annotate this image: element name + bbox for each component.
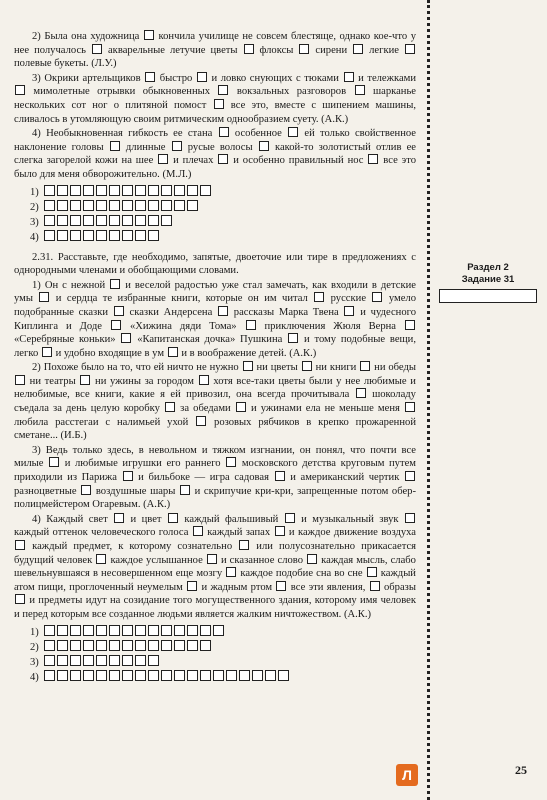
answer-cell[interactable] (96, 200, 107, 211)
answer-cell[interactable] (83, 640, 94, 651)
answer-cell[interactable] (135, 230, 146, 241)
answer-cell[interactable] (44, 640, 55, 651)
text-segment: каждый запах (207, 527, 271, 539)
text-segment: ни обеды (374, 362, 417, 374)
punctuation-checkbox[interactable] (344, 306, 354, 316)
answer-cell[interactable] (174, 670, 185, 681)
answer-cell[interactable] (174, 625, 185, 636)
punctuation-checkbox[interactable] (180, 485, 190, 495)
answer-row (30, 200, 416, 215)
punctuation-checkbox[interactable] (39, 292, 49, 302)
answer-cell[interactable] (96, 655, 107, 666)
answer-cell[interactable] (57, 200, 68, 211)
answer-cell[interactable] (174, 640, 185, 651)
publisher-logo: Л (396, 764, 418, 786)
exercise-2-title: 2.31. Расставьте, где необходимо, запятые, двоеточие или тире в предложениях с однородными членами и обобщающими словами. (14, 251, 416, 277)
punctuation-checkbox[interactable] (307, 554, 317, 564)
answer-row-label: 3) (30, 216, 39, 228)
answer-cell[interactable] (187, 670, 198, 681)
answer-cell[interactable] (135, 640, 146, 651)
answer-cell[interactable] (57, 640, 68, 651)
punctuation-checkbox[interactable] (111, 320, 121, 330)
text-segment: и чудесного Киплинга и Доде (14, 306, 417, 332)
answer-cell[interactable] (135, 185, 146, 196)
answer-cell[interactable] (44, 230, 55, 241)
punctuation-checkbox[interactable] (259, 141, 269, 151)
text-segment: приключения Жюля Верна (264, 320, 397, 332)
answer-cell[interactable] (135, 655, 146, 666)
sentence-paragraph (14, 30, 416, 71)
answer-cell[interactable] (83, 215, 94, 226)
answer-cell[interactable] (96, 215, 107, 226)
answer-cell[interactable] (57, 185, 68, 196)
answer-cell[interactable] (174, 185, 185, 196)
answer-cell[interactable] (57, 230, 68, 241)
punctuation-checkbox[interactable] (80, 375, 90, 385)
answer-cell[interactable] (83, 670, 94, 681)
text-segment: шарканье нескольких сот ног о плитяной помост (14, 86, 417, 111)
text-segment: 2) Была она художница (32, 31, 140, 42)
answer-row (30, 655, 416, 670)
text-segment: любила расстегаи с налимьей ухой (14, 416, 189, 428)
answer-cell[interactable] (122, 230, 133, 241)
answer-cell[interactable] (122, 670, 133, 681)
answer-cell[interactable] (44, 670, 55, 681)
answer-row (30, 185, 416, 200)
punctuation-checkbox[interactable] (405, 44, 415, 54)
text-segment: 1) Он с нежной (32, 279, 106, 291)
text-segment: каждая мысль, слабо шевельнувшаяся в несовершенном еще мозгу (14, 554, 416, 580)
punctuation-checkbox[interactable] (405, 513, 415, 523)
punctuation-checkbox[interactable] (370, 581, 380, 591)
punctuation-checkbox[interactable] (15, 375, 25, 385)
punctuation-checkbox[interactable] (299, 44, 309, 54)
text-segment: образы (384, 581, 416, 593)
answer-cell[interactable] (109, 625, 120, 636)
exercise-1-text (14, 30, 416, 182)
text-segment: и плечах (173, 155, 214, 167)
text-segment: все это, вместе с шипением машины, сливалось в утомляющую своим ритмическим однообразием суету. (А.К.) (14, 99, 416, 125)
text-segment: особенное (234, 128, 282, 140)
text-segment: и сердца те избранные книги, которые он им читал (55, 293, 308, 305)
text-segment: какой-то золотистый отлив ее слегка загорелой кожи на шее (14, 141, 416, 167)
answer-cell[interactable] (148, 215, 159, 226)
punctuation-checkbox[interactable] (356, 388, 366, 398)
answer-cell[interactable] (57, 215, 68, 226)
text-segment: и ужинами ела не меньше меня (250, 403, 400, 415)
punctuation-checkbox[interactable] (288, 333, 298, 343)
punctuation-checkbox[interactable] (285, 513, 295, 523)
punctuation-checkbox[interactable] (144, 30, 154, 40)
answer-row (30, 215, 416, 230)
punctuation-checkbox[interactable] (275, 526, 285, 536)
text-segment: флоксы (259, 44, 294, 56)
punctuation-checkbox[interactable] (360, 361, 370, 371)
answer-cell[interactable] (161, 625, 172, 636)
punctuation-checkbox[interactable] (121, 333, 131, 343)
exercise-2-text (14, 279, 416, 622)
text-segment: русские (330, 293, 367, 305)
answer-cell[interactable] (96, 640, 107, 651)
text-segment: и любимые игрушки его раннего (64, 458, 221, 470)
answer-cell[interactable] (200, 185, 211, 196)
punctuation-checkbox[interactable] (353, 44, 363, 54)
answer-cell[interactable] (135, 670, 146, 681)
answer-cell[interactable] (148, 655, 159, 666)
punctuation-checkbox[interactable] (15, 594, 25, 604)
text-segment: 3) Окрики артельщиков (32, 72, 141, 84)
answer-row (30, 625, 416, 640)
answer-row (30, 640, 416, 655)
answer-cell[interactable] (109, 200, 120, 211)
answer-cell[interactable] (57, 670, 68, 681)
margin-dotted-line (427, 0, 430, 800)
punctuation-checkbox[interactable] (214, 99, 224, 109)
punctuation-checkbox[interactable] (158, 154, 168, 164)
punctuation-checkbox[interactable] (218, 154, 228, 164)
text-segment: 4) Каждый свет (32, 513, 108, 525)
text-segment: ни цветы (256, 362, 298, 374)
punctuation-checkbox[interactable] (314, 292, 324, 302)
text-segment: за обедами (180, 403, 231, 415)
text-segment: длинные (125, 141, 166, 153)
answer-cell[interactable] (122, 640, 133, 651)
exercise-2-answer-grid (30, 625, 416, 685)
text-segment: шоколаду съедала за день целую коробку (14, 389, 416, 415)
sidebar-task: Задание 31 (461, 274, 515, 285)
punctuation-checkbox[interactable] (15, 85, 25, 95)
punctuation-checkbox[interactable] (123, 471, 133, 481)
answer-cell[interactable] (57, 655, 68, 666)
punctuation-checkbox[interactable] (405, 471, 415, 481)
punctuation-checkbox[interactable] (355, 85, 365, 95)
text-segment: каждый предмет, к которому сознательно (32, 541, 233, 552)
text-segment: быстро (159, 72, 193, 84)
answer-cell[interactable] (200, 640, 211, 651)
text-segment: «Серебряные коньки» (14, 334, 116, 346)
answer-cell[interactable] (239, 670, 250, 681)
punctuation-checkbox[interactable] (165, 402, 175, 412)
answer-cell[interactable] (213, 625, 224, 636)
answer-cell[interactable] (109, 655, 120, 666)
answer-cell[interactable] (148, 185, 159, 196)
punctuation-checkbox[interactable] (218, 306, 228, 316)
text-segment: и жадным ртом (201, 581, 273, 593)
punctuation-checkbox[interactable] (145, 72, 155, 82)
punctuation-checkbox[interactable] (368, 154, 378, 164)
punctuation-checkbox[interactable] (236, 402, 246, 412)
punctuation-checkbox[interactable] (168, 347, 178, 357)
text-segment: каждый фальшивый (184, 513, 279, 525)
answer-cell[interactable] (187, 185, 198, 196)
answer-cell[interactable] (122, 215, 133, 226)
exercise-1-answer-grid (30, 185, 416, 245)
punctuation-checkbox[interactable] (196, 416, 206, 426)
answer-cell[interactable] (187, 200, 198, 211)
answer-cell[interactable] (278, 670, 289, 681)
answer-cell[interactable] (70, 640, 81, 651)
answer-cell[interactable] (174, 200, 185, 211)
page-number: 25 (515, 763, 527, 777)
text-segment: каждый атом пищи, проглоченный неумелым (14, 568, 416, 593)
answer-cell[interactable] (70, 625, 81, 636)
punctuation-checkbox[interactable] (114, 513, 124, 523)
text-segment: и цвет (130, 513, 162, 525)
text-segment: и в воображение детей. (А.К.) (181, 347, 317, 359)
punctuation-checkbox[interactable] (42, 347, 52, 357)
sentence-paragraph (14, 361, 416, 443)
sentence-paragraph (14, 444, 416, 512)
sidebar-section: Раздел 2 (467, 262, 509, 273)
answer-cell[interactable] (44, 215, 55, 226)
page-content (14, 30, 416, 689)
punctuation-checkbox[interactable] (275, 471, 285, 481)
punctuation-checkbox[interactable] (207, 554, 217, 564)
text-segment: каждый оттенок человеческого голоса (14, 527, 189, 539)
answer-cell[interactable] (200, 670, 211, 681)
text-segment: и тому подобные вещи, легко (14, 334, 416, 359)
answer-row (30, 670, 416, 685)
punctuation-checkbox[interactable] (81, 485, 91, 495)
answer-cell[interactable] (83, 200, 94, 211)
answer-cell[interactable] (96, 625, 107, 636)
text-segment: и сказанное слово (220, 554, 304, 566)
text-segment: и скрипучие кри-кри, запрещенные потом обер-полицмейстером Огаревым. (А.К.) (14, 485, 416, 511)
sentence-paragraph (14, 127, 416, 181)
answer-cell[interactable] (109, 185, 120, 196)
text-segment: рассказы Марка Твена (233, 306, 339, 318)
answer-cell[interactable] (213, 670, 224, 681)
text-segment: ни ужины за городом (95, 375, 195, 387)
answer-cell[interactable] (135, 625, 146, 636)
text-segment: и веселой радостью уже стал замечать, как входили в детские умы (14, 279, 416, 305)
punctuation-checkbox[interactable] (372, 292, 382, 302)
answer-cell[interactable] (122, 200, 133, 211)
text-segment: полевые букеты. (Л.У.) (14, 58, 117, 70)
text-segment: легкие (369, 44, 399, 56)
punctuation-checkbox[interactable] (405, 320, 415, 330)
punctuation-checkbox[interactable] (344, 72, 354, 82)
punctuation-checkbox[interactable] (110, 141, 120, 151)
text-segment: кончила училище не совсем блестяще, однако кое-что у нее получалось (14, 31, 417, 56)
punctuation-checkbox[interactable] (288, 127, 298, 137)
answer-row-label: 2) (30, 201, 39, 213)
text-segment: и предметы идут на созидание того могущественного здания, которому имя человек и перед которым все созданное людьми является жалким ничтожеством. (А.К.) (14, 595, 416, 620)
answer-cell[interactable] (83, 625, 94, 636)
punctuation-checkbox[interactable] (15, 540, 25, 550)
answer-cell[interactable] (109, 230, 120, 241)
text-segment: 3) Ведь только здесь, в невольном и тяжком изгнании, он понял, что почти все милые (14, 444, 416, 470)
punctuation-checkbox[interactable] (187, 581, 197, 591)
text-segment: и каждое движение воздуха (288, 527, 416, 539)
answer-cell[interactable] (44, 200, 55, 211)
answer-cell[interactable] (70, 200, 81, 211)
text-segment: московского детства круговым путем приходили из Парижа (14, 458, 417, 484)
text-segment: и музыкальный звук (301, 513, 399, 525)
answer-cell[interactable] (200, 625, 211, 636)
answer-cell[interactable] (161, 185, 172, 196)
answer-row-label: 4) (30, 231, 39, 243)
answer-cell[interactable] (148, 230, 159, 241)
punctuation-checkbox[interactable] (193, 526, 203, 536)
punctuation-checkbox[interactable] (92, 44, 102, 54)
answer-cell[interactable] (161, 200, 172, 211)
text-segment: сказки Андерсена (129, 306, 213, 318)
answer-cell[interactable] (226, 670, 237, 681)
answer-cell[interactable] (109, 640, 120, 651)
text-segment: сирени (315, 44, 348, 56)
answer-cell[interactable] (187, 625, 198, 636)
sentence-paragraph (14, 513, 416, 622)
text-segment: розовых рябчиков в крепко прожаренной сметане... (И.Б.) (14, 416, 416, 442)
sidebar-answer-box[interactable] (439, 289, 537, 303)
punctuation-checkbox[interactable] (276, 581, 286, 591)
punctuation-checkbox[interactable] (243, 361, 253, 371)
text-segment: или полусознательно прикасается будущий человек (14, 541, 417, 566)
text-segment: и американский чертик (290, 472, 400, 484)
answer-cell[interactable] (83, 655, 94, 666)
text-segment: умело подобранные сказки (14, 293, 416, 318)
answer-cell[interactable] (135, 200, 146, 211)
punctuation-checkbox[interactable] (244, 44, 254, 54)
answer-row-label: 2) (30, 641, 39, 653)
text-segment: и бильбоке — игра садовая (138, 472, 269, 484)
answer-cell[interactable] (70, 230, 81, 241)
text-segment: хотя все-таки цветы были у нее любимые и нелюбимые, все книги, какие я ей привозил, она всегда прочитывала (14, 375, 416, 401)
punctuation-checkbox[interactable] (226, 567, 236, 577)
answer-cell[interactable] (148, 200, 159, 211)
text-segment: 2) Похоже было на то, что ей ничто не нужно (32, 362, 239, 374)
answer-cell[interactable] (83, 230, 94, 241)
answer-cell[interactable] (252, 670, 263, 681)
text-segment: каждое подобие сна во сне (240, 568, 363, 580)
answer-cell[interactable] (148, 640, 159, 651)
text-segment: и тележками (358, 72, 417, 84)
answer-cell[interactable] (70, 185, 81, 196)
punctuation-checkbox[interactable] (199, 375, 209, 385)
answer-cell[interactable] (70, 670, 81, 681)
text-segment: разноцветные (14, 485, 77, 497)
punctuation-checkbox[interactable] (172, 141, 182, 151)
text-segment: мимолетные отрывки обыкновенных (33, 86, 211, 98)
punctuation-checkbox[interactable] (239, 540, 249, 550)
answer-cell[interactable] (96, 185, 107, 196)
sidebar-section-label (436, 262, 540, 303)
text-segment: акварельные летучие цветы (107, 44, 238, 56)
answer-cell[interactable] (187, 640, 198, 651)
punctuation-checkbox[interactable] (219, 127, 229, 137)
answer-cell[interactable] (57, 625, 68, 636)
punctuation-checkbox[interactable] (367, 567, 377, 577)
text-segment: и ловко снующих с тюками (211, 72, 339, 84)
text-segment: ни книги (315, 362, 357, 374)
answer-row-label: 1) (30, 626, 39, 638)
sentence-paragraph (14, 72, 416, 126)
answer-cell[interactable] (70, 215, 81, 226)
text-segment: «Капитанская дочка» Пушкина (137, 334, 283, 346)
punctuation-checkbox[interactable] (405, 402, 415, 412)
answer-row (30, 230, 416, 245)
answer-cell[interactable] (44, 655, 55, 666)
text-segment: вокзальных разговоров (236, 86, 347, 98)
answer-cell[interactable] (161, 215, 172, 226)
answer-row-label: 1) (30, 186, 39, 198)
text-segment: 4) Необыкновенная гибкость ее стана (32, 128, 213, 140)
text-segment: русые волосы (187, 141, 253, 153)
sentence-paragraph (14, 279, 416, 361)
answer-cell[interactable] (70, 655, 81, 666)
punctuation-checkbox[interactable] (302, 361, 312, 371)
text-segment: воздушные шары (95, 485, 176, 497)
answer-cell[interactable] (135, 215, 146, 226)
text-segment: все это было для меня обворожительно. (М.Л.) (14, 155, 416, 180)
answer-cell[interactable] (96, 670, 107, 681)
punctuation-checkbox[interactable] (114, 306, 124, 316)
text-segment: и особенно правильный нос (233, 155, 364, 167)
text-segment: «Хижина дяди Тома» (129, 320, 237, 332)
answer-row-label: 4) (30, 671, 39, 683)
punctuation-checkbox[interactable] (168, 513, 178, 523)
answer-cell[interactable] (44, 625, 55, 636)
answer-cell[interactable] (122, 625, 133, 636)
answer-cell[interactable] (44, 185, 55, 196)
text-segment: каждое услышанное (110, 554, 203, 566)
answer-cell[interactable] (265, 670, 276, 681)
punctuation-checkbox[interactable] (246, 320, 256, 330)
answer-cell[interactable] (109, 670, 120, 681)
answer-cell[interactable] (148, 625, 159, 636)
punctuation-checkbox[interactable] (110, 279, 120, 289)
answer-cell[interactable] (109, 215, 120, 226)
answer-cell[interactable] (161, 670, 172, 681)
answer-cell[interactable] (161, 640, 172, 651)
answer-cell[interactable] (96, 230, 107, 241)
punctuation-checkbox[interactable] (49, 457, 59, 467)
answer-row-label: 3) (30, 656, 39, 668)
text-segment: и удобно входящие в ум (55, 347, 165, 359)
answer-cell[interactable] (122, 185, 133, 196)
text-segment: все эти явления, (290, 581, 366, 593)
answer-cell[interactable] (83, 185, 94, 196)
punctuation-checkbox[interactable] (197, 72, 207, 82)
punctuation-checkbox[interactable] (218, 85, 228, 95)
punctuation-checkbox[interactable] (226, 457, 236, 467)
text-segment: ни театры (29, 375, 76, 387)
answer-cell[interactable] (148, 670, 159, 681)
answer-cell[interactable] (122, 655, 133, 666)
text-segment: ей только свойственное наклонение головы (14, 128, 416, 153)
punctuation-checkbox[interactable] (96, 554, 106, 564)
